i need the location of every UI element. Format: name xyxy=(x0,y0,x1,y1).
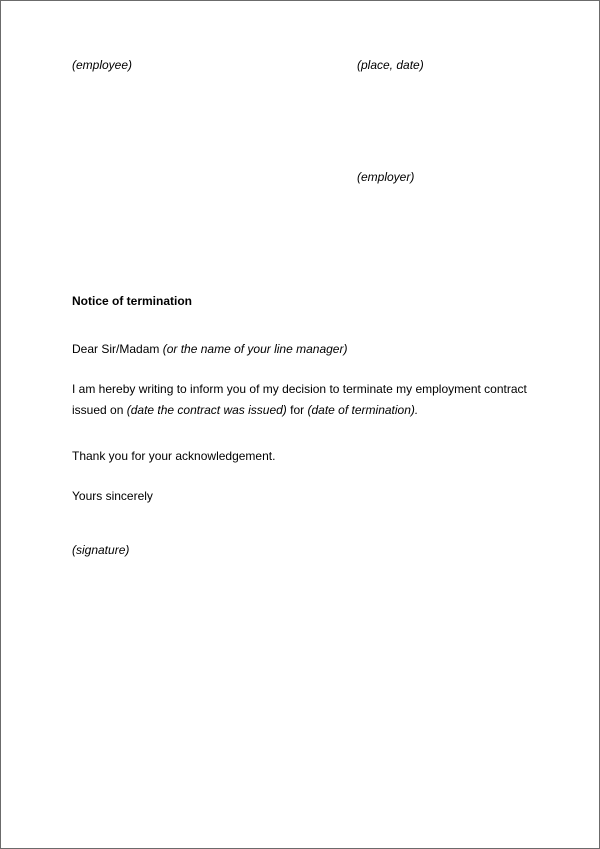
salutation xyxy=(72,342,347,357)
salutation-note: (or the name of your line manager) xyxy=(162,342,348,356)
issued-on-text: issued on xyxy=(72,403,124,417)
thanks-text: Thank you for your acknowledgement. xyxy=(72,449,276,463)
letter-title: Notice of termination xyxy=(72,294,193,308)
place-date-placeholder: (place, date) xyxy=(357,58,424,72)
body-line-2 xyxy=(72,403,418,418)
employer-placeholder: (employer) xyxy=(357,170,415,184)
employee-placeholder: (employee) xyxy=(72,58,133,72)
termination-date-placeholder: (date of termination). xyxy=(307,403,419,417)
sign-off: Yours sincerely xyxy=(72,489,153,503)
signature-placeholder: (signature) xyxy=(72,543,130,557)
salutation-text: Dear Sir/Madam xyxy=(72,342,160,356)
body-line-1: I am hereby writing to inform you of my decision to terminate my employment contract xyxy=(72,382,527,396)
issue-date-placeholder: (date the contract was issued) xyxy=(126,403,287,417)
for-text: for xyxy=(290,403,305,417)
